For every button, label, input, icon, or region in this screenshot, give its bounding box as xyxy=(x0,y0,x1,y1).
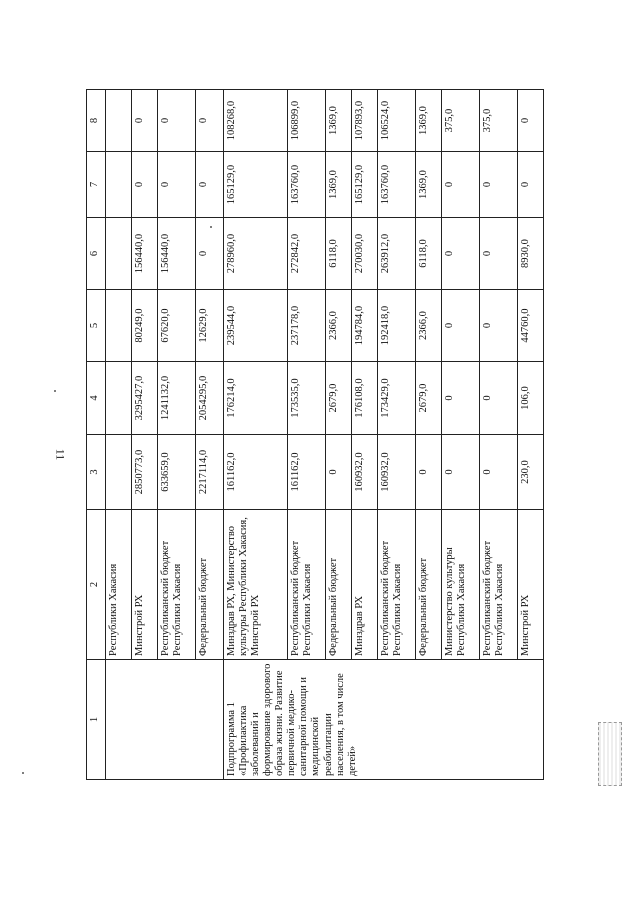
table-row xyxy=(106,90,132,780)
column-header: 5 xyxy=(87,290,106,362)
value-cell: 0 xyxy=(196,218,224,290)
value-cell: 80249,0 xyxy=(132,290,158,362)
value-cell xyxy=(106,290,132,362)
value-cell: 1369,0 xyxy=(326,152,352,218)
row-label: Республиканский бюджет Республики Хакасия xyxy=(288,510,326,660)
row-label: Республики Хакасия xyxy=(106,510,132,660)
value-cell: 239544,0 xyxy=(224,290,288,362)
subprogram-title: Подпрограмма 1 «Профилактика заболеваний и формирование здорового образа жизни. Развитие первичной медико-санитарной помощи и медицинской реабилитации населения, в том числе детей» xyxy=(224,660,544,780)
scan-speck xyxy=(54,390,56,392)
value-cell: 0 xyxy=(442,290,480,362)
value-cell: 0 xyxy=(518,90,544,152)
row-label: Республиканский бюджет Республики Хакасия xyxy=(480,510,518,660)
table-row xyxy=(224,90,288,780)
value-cell: 163760,0 xyxy=(288,152,326,218)
value-cell: 0 xyxy=(442,435,480,510)
value-cell: 0 xyxy=(326,435,352,510)
value-cell: 165129,0 xyxy=(352,152,378,218)
program-cell-empty xyxy=(106,660,224,780)
value-cell: 0 xyxy=(442,152,480,218)
value-cell: 173429,0 xyxy=(378,362,416,435)
value-cell: 156440,0 xyxy=(132,218,158,290)
value-cell: 2366,0 xyxy=(326,290,352,362)
row-label: Республиканский бюджет Республики Хакасия xyxy=(158,510,196,660)
value-cell: 161162,0 xyxy=(288,435,326,510)
value-cell: 2679,0 xyxy=(326,362,352,435)
value-cell: 1369,0 xyxy=(326,90,352,152)
value-cell: 44760,0 xyxy=(518,290,544,362)
value-cell: 0 xyxy=(158,152,196,218)
value-cell: 0 xyxy=(480,290,518,362)
column-header: 7 xyxy=(87,152,106,218)
row-label: Федеральный бюджет xyxy=(416,510,442,660)
value-cell: 1241132,0 xyxy=(158,362,196,435)
value-cell: 176108,0 xyxy=(352,362,378,435)
budget-table xyxy=(86,89,544,780)
value-cell xyxy=(106,218,132,290)
value-cell: 237178,0 xyxy=(288,290,326,362)
value-cell: 160932,0 xyxy=(378,435,416,510)
value-cell xyxy=(106,90,132,152)
value-cell: 0 xyxy=(480,152,518,218)
column-header: 6 xyxy=(87,218,106,290)
value-cell: 0 xyxy=(196,90,224,152)
value-cell xyxy=(106,152,132,218)
value-cell: 6118,0 xyxy=(326,218,352,290)
column-header: 4 xyxy=(87,362,106,435)
value-cell: 2679,0 xyxy=(416,362,442,435)
value-cell: 194784,0 xyxy=(352,290,378,362)
value-cell: 176214,0 xyxy=(224,362,288,435)
value-cell: 3295427,0 xyxy=(132,362,158,435)
value-cell: 12629,0 xyxy=(196,290,224,362)
value-cell: 278960,0 xyxy=(224,218,288,290)
value-cell: 160932,0 xyxy=(352,435,378,510)
value-cell: 161162,0 xyxy=(224,435,288,510)
row-label: Минстрой РХ xyxy=(518,510,544,660)
value-cell: 0 xyxy=(416,435,442,510)
value-cell: 0 xyxy=(158,90,196,152)
value-cell xyxy=(106,435,132,510)
value-cell: 2054295,0 xyxy=(196,362,224,435)
value-cell: 106899,0 xyxy=(288,90,326,152)
value-cell: 633659,0 xyxy=(158,435,196,510)
value-cell: 0 xyxy=(132,90,158,152)
value-cell: 173535,0 xyxy=(288,362,326,435)
value-cell: 270030,0 xyxy=(352,218,378,290)
value-cell: 375,0 xyxy=(480,90,518,152)
row-label: Минстрой РХ xyxy=(132,510,158,660)
value-cell: 163760,0 xyxy=(378,152,416,218)
row-label: Минздрав РХ, Министерство культуры Республики Хакасия, Минстрой РХ xyxy=(224,510,288,660)
value-cell: 272842,0 xyxy=(288,218,326,290)
page-number: 11 xyxy=(53,448,68,461)
value-cell: 67620,0 xyxy=(158,290,196,362)
value-cell: 8930,0 xyxy=(518,218,544,290)
value-cell: 0 xyxy=(480,435,518,510)
value-cell: 108268,0 xyxy=(224,90,288,152)
value-cell: 2366,0 xyxy=(416,290,442,362)
value-cell: 0 xyxy=(480,362,518,435)
scan-stamp-mark xyxy=(598,722,622,786)
row-label: Федеральный бюджет xyxy=(326,510,352,660)
table-header-row xyxy=(87,90,106,780)
value-cell: 107893,0 xyxy=(352,90,378,152)
value-cell: 230,0 xyxy=(518,435,544,510)
column-header: 2 xyxy=(87,510,106,660)
scan-speck xyxy=(22,772,24,774)
value-cell: 0 xyxy=(518,152,544,218)
value-cell xyxy=(106,362,132,435)
row-label: Федеральный бюджет xyxy=(196,510,224,660)
value-cell: 0 xyxy=(132,152,158,218)
value-cell: 263912,0 xyxy=(378,218,416,290)
rotated-table-wrapper xyxy=(86,90,616,780)
value-cell: 156440,0 xyxy=(158,218,196,290)
column-header: 8 xyxy=(87,90,106,152)
value-cell: 106,0 xyxy=(518,362,544,435)
row-label: Министерство культуры Республики Хакасия xyxy=(442,510,480,660)
value-cell: 2217114,0 xyxy=(196,435,224,510)
row-label: Минздрав РХ xyxy=(352,510,378,660)
value-cell: 6118,0 xyxy=(416,218,442,290)
column-header: 1 xyxy=(87,660,106,780)
column-header: 3 xyxy=(87,435,106,510)
value-cell: 375,0 xyxy=(442,90,480,152)
value-cell: 1369,0 xyxy=(416,152,442,218)
row-label: Республиканский бюджет Республики Хакасия xyxy=(378,510,416,660)
value-cell: 165129,0 xyxy=(224,152,288,218)
value-cell: 0 xyxy=(442,218,480,290)
value-cell: 106524,0 xyxy=(378,90,416,152)
value-cell: 0 xyxy=(480,218,518,290)
value-cell: 0 xyxy=(442,362,480,435)
value-cell: 0 xyxy=(196,152,224,218)
value-cell: 1369,0 xyxy=(416,90,442,152)
value-cell: 2850773,0 xyxy=(132,435,158,510)
value-cell: 192418,0 xyxy=(378,290,416,362)
